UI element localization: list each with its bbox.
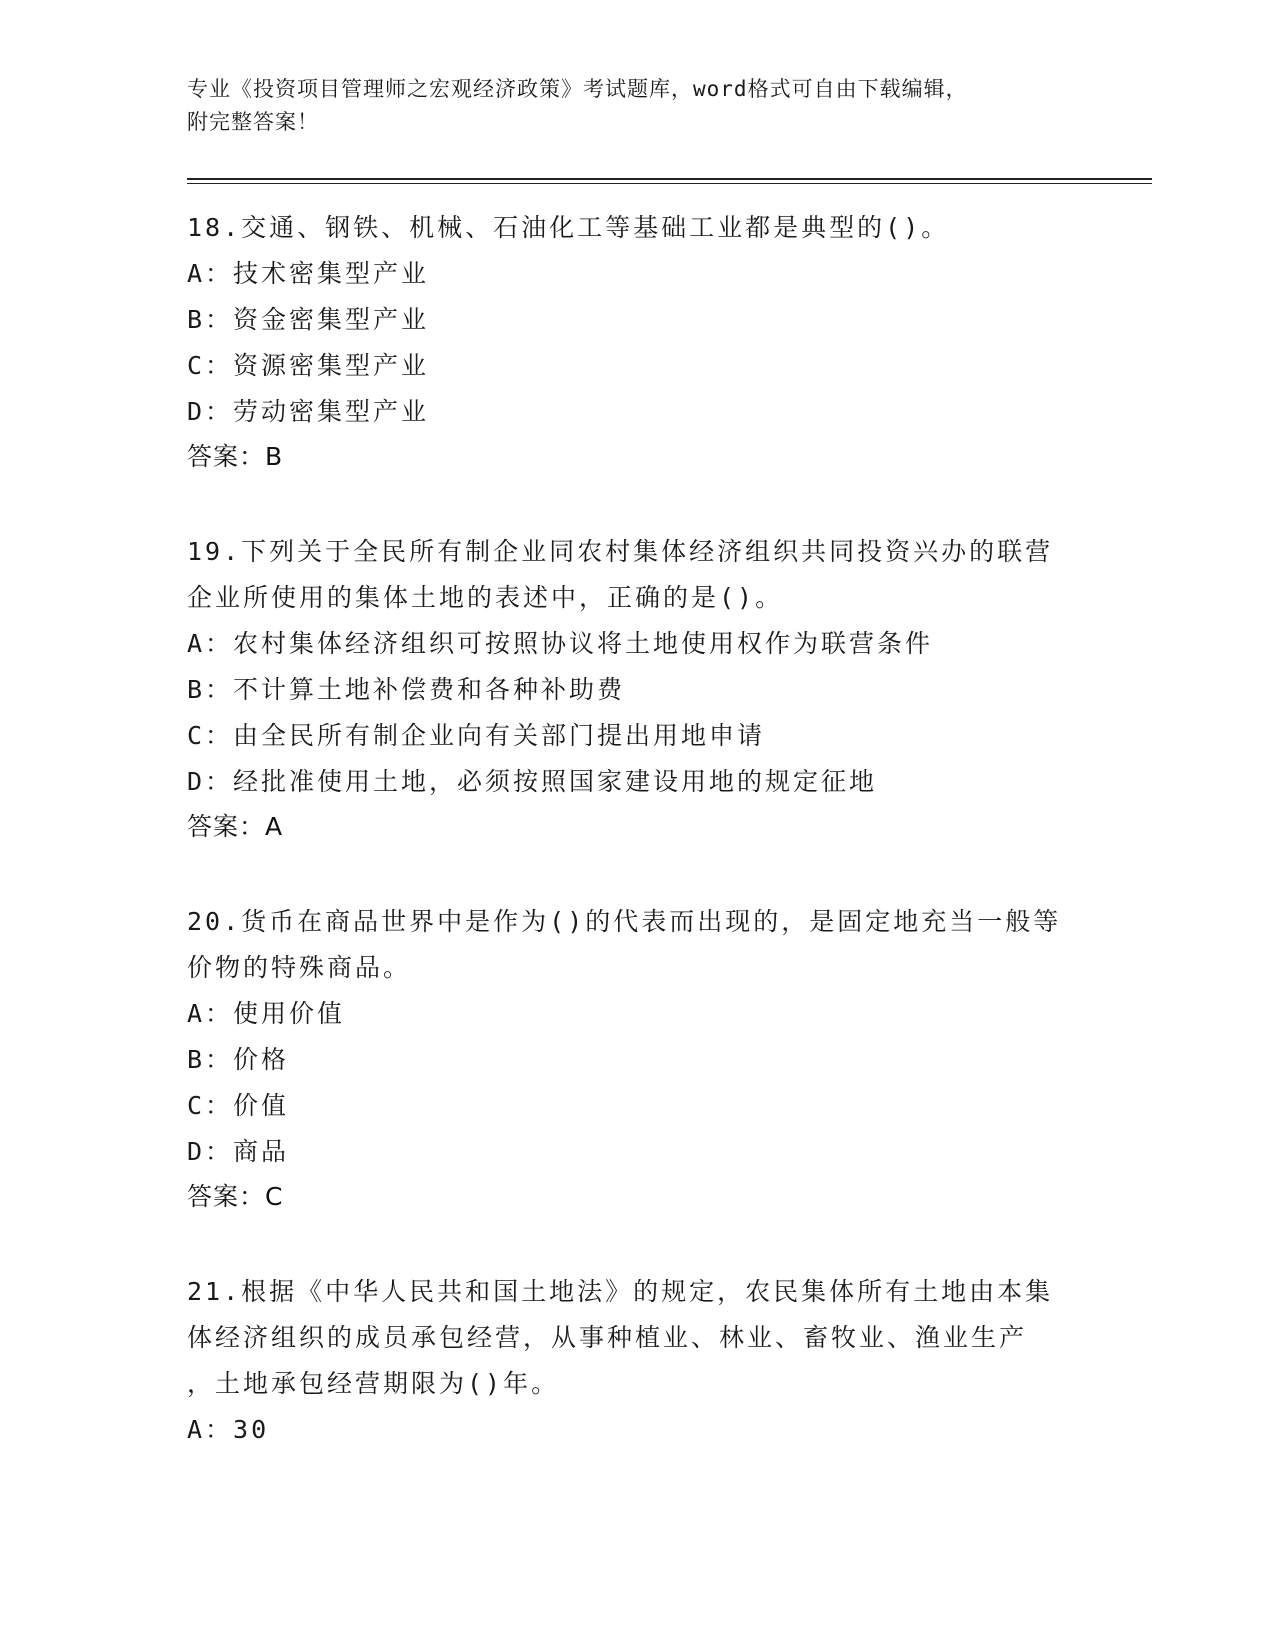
question-19-option-b: B：不计算土地补偿费和各种补助费 bbox=[187, 675, 626, 704]
question-20-stem-line-1: 20.货币在商品世界中是作为()的代表而出现的，是固定地充当一般等 bbox=[187, 907, 1062, 936]
question-21-stem-line-3: ，土地承包经营期限为()年。 bbox=[187, 1369, 560, 1398]
question-18-answer: 答案：B bbox=[187, 442, 284, 471]
question-21 bbox=[187, 1269, 1087, 1453]
question-20-option-c: C：价值 bbox=[187, 1091, 290, 1120]
question-19 bbox=[187, 529, 1087, 849]
question-18-option-a: A：技术密集型产业 bbox=[187, 259, 430, 288]
question-list bbox=[187, 205, 1087, 1503]
header-divider-thick bbox=[187, 178, 1152, 180]
question-20-option-d: D：商品 bbox=[187, 1137, 290, 1166]
document-header bbox=[187, 73, 1087, 139]
question-18-option-d: D：劳动密集型产业 bbox=[187, 397, 430, 426]
question-21-option-a: A：30 bbox=[187, 1415, 270, 1444]
question-19-option-a: A：农村集体经济组织可按照协议将土地使用权作为联营条件 bbox=[187, 629, 934, 658]
question-19-stem-line-2: 企业所使用的集体土地的表述中，正确的是()。 bbox=[187, 583, 784, 612]
question-19-option-d: D：经批准使用土地，必须按照国家建设用地的规定征地 bbox=[187, 767, 878, 796]
question-18-option-b: B：资金密集型产业 bbox=[187, 305, 430, 334]
question-20 bbox=[187, 899, 1087, 1219]
question-21-stem-line-2: 体经济组织的成员承包经营，从事种植业、林业、畜牧业、渔业生产 bbox=[187, 1323, 1028, 1352]
question-19-answer: 答案：A bbox=[187, 812, 284, 841]
question-21-stem-line-1: 21.根据《中华人民共和国土地法》的规定，农民集体所有土地由本集 bbox=[187, 1277, 1054, 1306]
header-divider-thin bbox=[187, 183, 1152, 184]
header-line-2: 附完整答案！ bbox=[187, 110, 319, 134]
question-19-stem-line-1: 19.下列关于全民所有制企业同农村集体经济组织共同投资兴办的联营 bbox=[187, 537, 1054, 566]
question-18 bbox=[187, 205, 1087, 479]
question-20-option-b: B：价格 bbox=[187, 1045, 290, 1074]
question-19-option-c: C：由全民所有制企业向有关部门提出用地申请 bbox=[187, 721, 766, 750]
question-18-option-c: C：资源密集型产业 bbox=[187, 351, 430, 380]
question-20-option-a: A：使用价值 bbox=[187, 999, 346, 1028]
question-18-stem-line-1: 18.交通、钢铁、机械、石油化工等基础工业都是典型的()。 bbox=[187, 213, 950, 242]
header-line-1: 专业《投资项目管理师之宏观经济政策》考试题库，word格式可自由下载编辑， bbox=[187, 77, 968, 101]
question-20-answer: 答案：C bbox=[187, 1182, 284, 1211]
question-20-stem-line-2: 价物的特殊商品。 bbox=[187, 953, 412, 982]
